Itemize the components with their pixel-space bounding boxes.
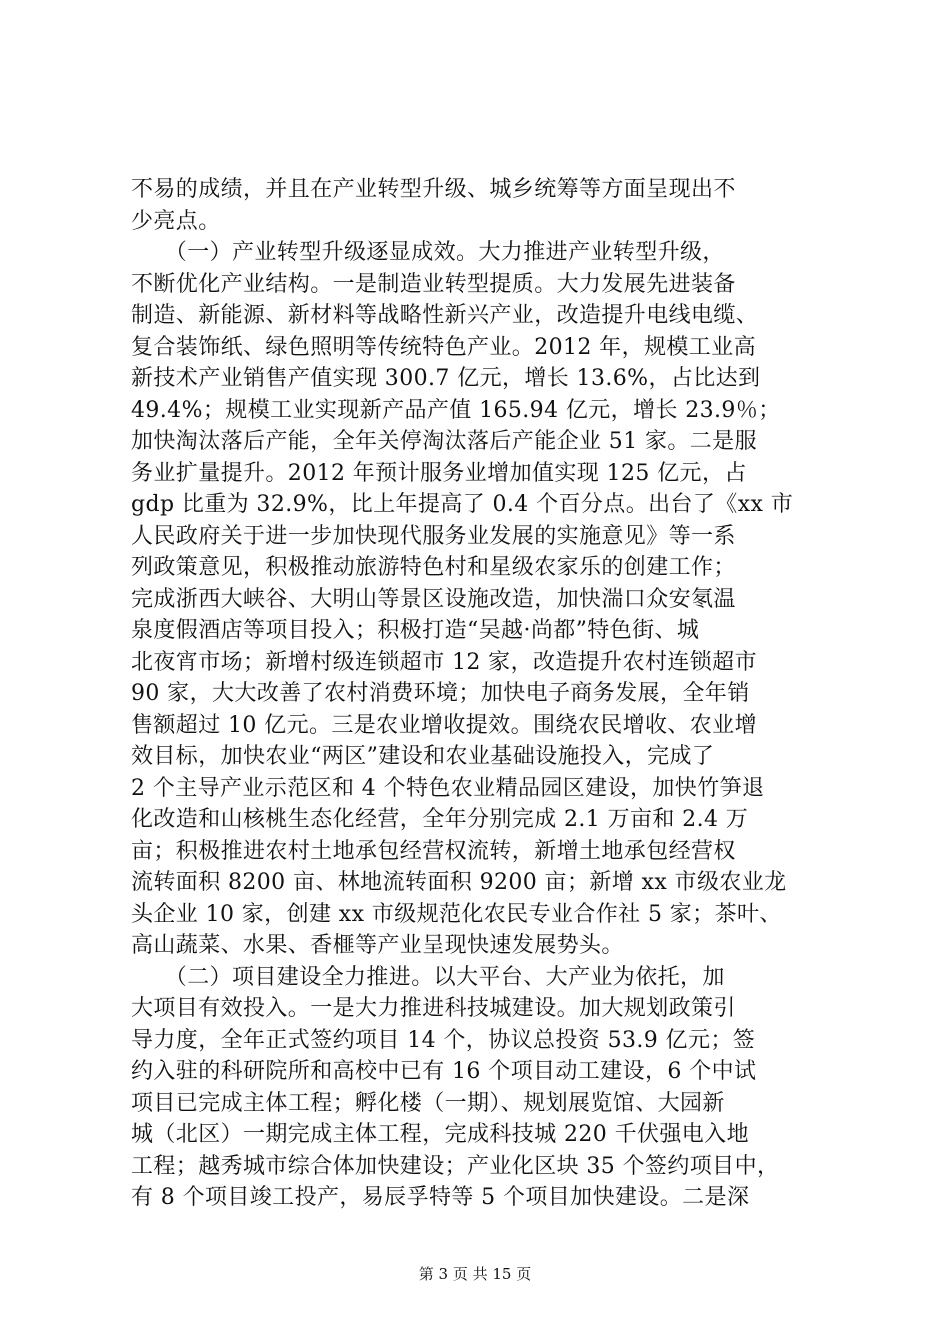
text-line: 新技术产业销售产值实现 300.7 亿元，增长 13.6%，占比达到	[131, 366, 761, 391]
text-line: 亩；积极推进农村土地承包经营权流转，新增土地承包经营权	[131, 838, 736, 864]
text-line: 化改造和山核桃生态化经营，全年分别完成 2.1 万亩和 2.4 万	[131, 807, 749, 832]
text-line: 90 家，大大改善了农村消费环境；加快电子商务发展，全年销	[131, 681, 750, 706]
text-line: 大项目有效投入。一是大力推进科技城建设。加大规划政策引	[131, 996, 736, 1021]
text-line: 泉度假酒店等项目投入；积极打造“吴越·尚都”特色街、城	[131, 618, 700, 643]
text-line: 流转面积 8200 亩、林地流转面积 9200 亩；新增 xx 市级农业龙	[131, 870, 787, 895]
text-line: 人民政府关于进一步加快现代服务业发展的实施意见》等一系	[131, 523, 736, 549]
text-line: 不断优化产业结构。一是制造业转型提质。大力发展先进装备	[131, 271, 736, 297]
text-line: 效目标，加快农业“两区”建设和农业基础设施投入，完成了	[131, 744, 715, 769]
body-text	[131, 174, 831, 1214]
text-line: 城（北区）一期完成主体工程，完成科技城 220 千伏强电入地	[131, 1122, 749, 1147]
text-line: （二）项目建设全力推进。以大平台、大产业为依托，加	[131, 964, 725, 990]
text-line: 列政策意见，积极推动旅游特色村和星级农家乐的创建工作；	[131, 555, 736, 580]
text-line: 售额超过 10 亿元。三是农业增收提效。围绕农民增收、农业增	[131, 712, 757, 738]
text-line: 北夜宵市场；新增村级连锁超市 12 家，改造提升农村连锁超市	[131, 649, 757, 675]
text-line: 加快淘汰落后产能，全年关停淘汰落后产能企业 51 家。二是服	[131, 429, 757, 454]
text-line: 49.4%；规模工业实现新产品产值 165.94 亿元，增长 23.9％；	[131, 397, 781, 423]
text-line: 复合装饰纸、绿色照明等传统特色产业。2012 年，规模工业高	[131, 334, 756, 360]
text-line: （一）产业转型升级逐显成效。大力推进产业转型升级，	[131, 240, 725, 265]
text-line: 不易的成绩，并且在产业转型升级、城乡统筹等方面呈现出不	[131, 177, 736, 202]
page-footer: 第 3 页 共 15 页	[418, 1265, 532, 1283]
text-line: 约入驻的科研院所和高校中已有 16 个项目动工建设，6 个中试	[131, 1059, 757, 1084]
text-line: 头企业 10 家，创建 xx 市级规范化农民专业合作社 5 家；茶叶、	[131, 901, 782, 927]
text-line: 少亮点。	[131, 208, 221, 234]
text-line: 工程；越秀城市综合体加快建设；产业化区块 35 个签约项目中，	[131, 1153, 780, 1179]
text-line: 制造、新能源、新材料等战略性新兴产业，改造提升电线电缆、	[131, 303, 759, 328]
text-line: 完成浙西大峡谷、大明山等景区设施改造，加快湍口众安氡温	[131, 586, 736, 612]
text-line: 高山蔬菜、水果、香榧等产业呈现快速发展势头。	[131, 933, 624, 958]
text-line: 2 个主导产业示范区和 4 个特色农业精品园区建设，加快竹笋退	[131, 775, 765, 801]
text-line: 务业扩量提升。2012 年预计服务业增加值实现 125 亿元，占	[131, 460, 747, 486]
text-line: 项目已完成主体工程；孵化楼（一期）、规划展览馆、大园新	[131, 1090, 725, 1116]
text-line: 导力度，全年正式签约项目 14 个，协议总投资 53.9 亿元；签	[131, 1027, 756, 1053]
text-line: gdp 比重为 32.9%，比上年提高了 0.4 个百分点。出台了《xx 市	[131, 492, 794, 517]
text-line: 有 8 个项目竣工投产，易辰孚特等 5 个项目加快建设。二是深	[131, 1185, 750, 1210]
